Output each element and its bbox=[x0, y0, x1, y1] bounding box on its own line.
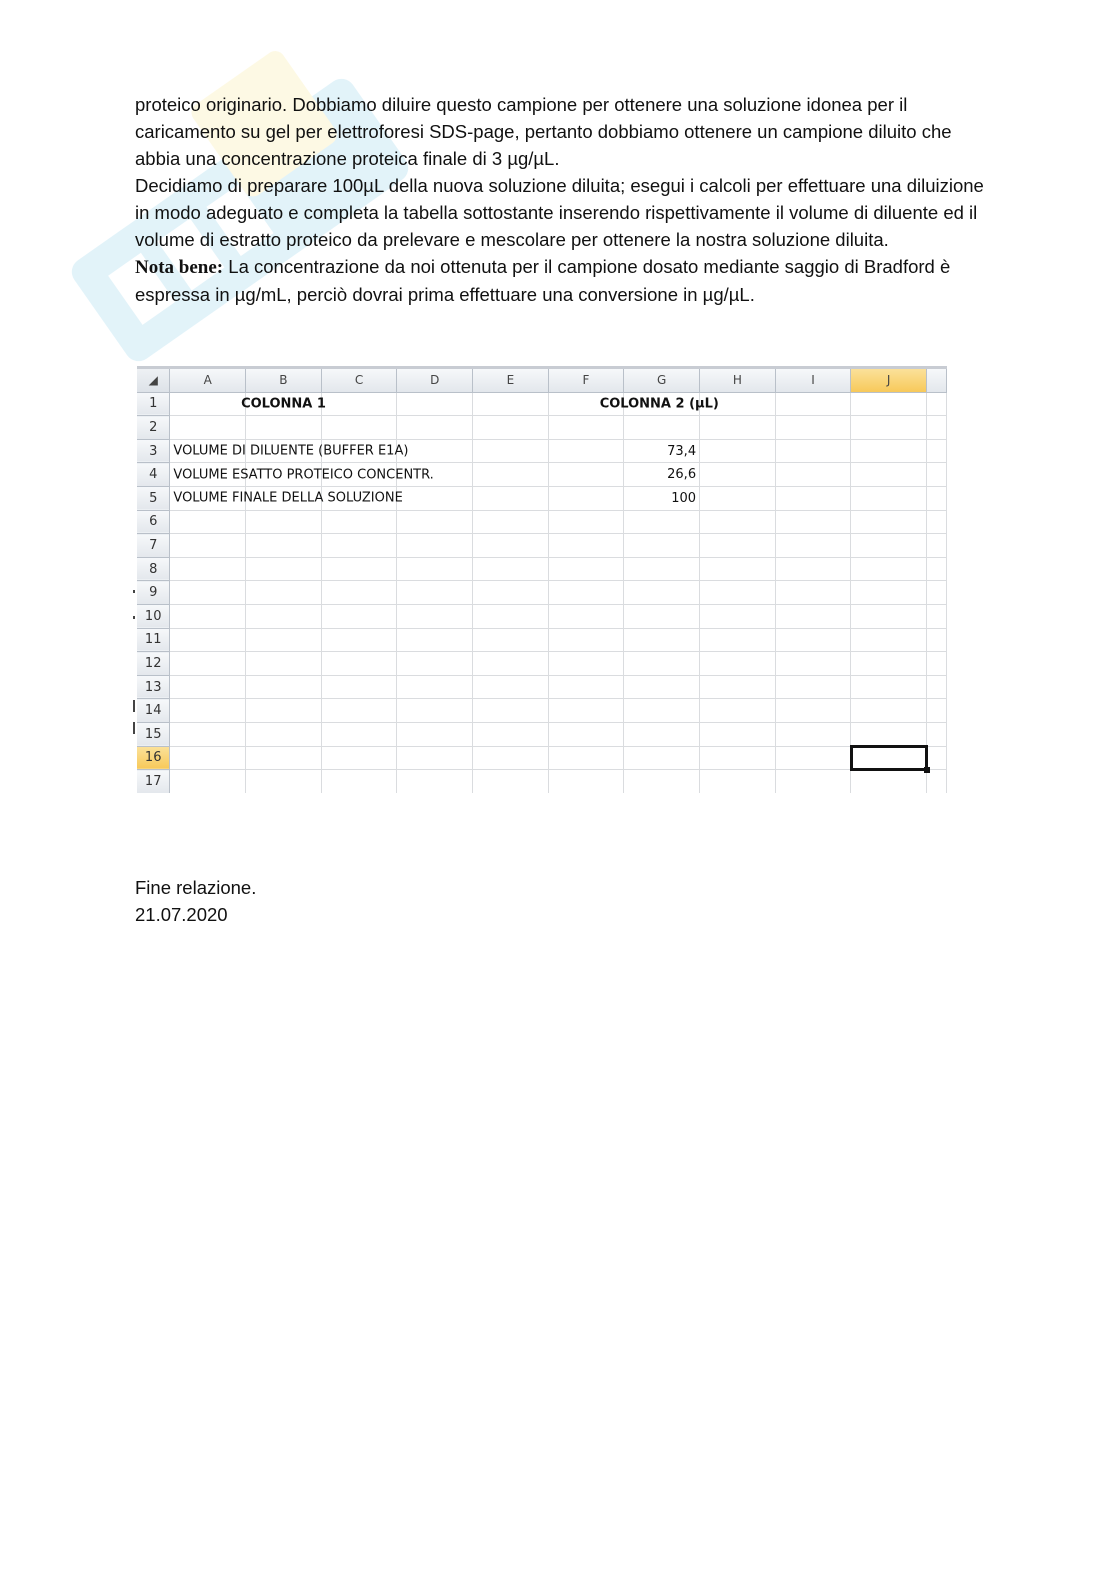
cell[interactable] bbox=[397, 652, 473, 676]
cell bbox=[927, 699, 947, 723]
cell[interactable] bbox=[246, 722, 322, 746]
table-row bbox=[137, 722, 947, 746]
cell[interactable] bbox=[624, 416, 700, 440]
cell bbox=[927, 628, 947, 652]
cell[interactable] bbox=[548, 557, 624, 581]
cell[interactable] bbox=[624, 652, 700, 676]
cell-g5[interactable] bbox=[624, 486, 700, 510]
row-header-9[interactable]: 9 bbox=[137, 581, 170, 605]
cell[interactable] bbox=[851, 652, 927, 676]
cell[interactable] bbox=[624, 746, 700, 770]
cell[interactable] bbox=[548, 463, 624, 487]
table-row bbox=[137, 510, 947, 534]
column-header-c[interactable]: C bbox=[321, 369, 397, 392]
cell[interactable] bbox=[170, 510, 246, 534]
cell[interactable] bbox=[473, 770, 549, 793]
cell[interactable] bbox=[246, 534, 322, 558]
closing-line: Fine relazione. bbox=[135, 877, 257, 898]
cell-a5[interactable] bbox=[170, 486, 403, 510]
table-row bbox=[137, 581, 947, 605]
row-header-14[interactable]: 14 bbox=[137, 699, 170, 723]
table-row bbox=[137, 628, 947, 652]
cell[interactable] bbox=[473, 628, 549, 652]
cell[interactable] bbox=[775, 675, 851, 699]
cell[interactable] bbox=[321, 770, 397, 793]
cell[interactable] bbox=[624, 675, 700, 699]
cell[interactable] bbox=[473, 510, 549, 534]
cell[interactable] bbox=[246, 770, 322, 793]
cell[interactable] bbox=[170, 604, 246, 628]
cell[interactable] bbox=[775, 392, 851, 416]
table-row bbox=[137, 392, 947, 416]
row-header-7[interactable]: 7 bbox=[137, 534, 170, 558]
colonna2-header: COLONNA 2 (µL) bbox=[599, 396, 719, 412]
cell[interactable] bbox=[851, 463, 927, 487]
cell[interactable] bbox=[397, 699, 473, 723]
cell[interactable] bbox=[548, 652, 624, 676]
date-line: 21.07.2020 bbox=[135, 904, 228, 925]
row-header-11[interactable]: 11 bbox=[137, 628, 170, 652]
cell[interactable] bbox=[170, 722, 246, 746]
edge-mark bbox=[133, 590, 135, 593]
table-row bbox=[137, 604, 947, 628]
table-row bbox=[137, 675, 947, 699]
row-header-5[interactable]: 5 bbox=[137, 486, 170, 510]
cell[interactable] bbox=[700, 510, 776, 534]
cell[interactable] bbox=[397, 604, 473, 628]
note-paragraph bbox=[135, 253, 995, 308]
cell-b1[interactable] bbox=[241, 392, 326, 416]
spreadsheet-grid bbox=[137, 369, 947, 793]
table-row bbox=[137, 652, 947, 676]
selected-cell-j16[interactable] bbox=[851, 746, 927, 770]
body-text bbox=[135, 91, 995, 308]
cell[interactable] bbox=[700, 463, 776, 487]
cell[interactable] bbox=[397, 746, 473, 770]
row-header-2[interactable]: 2 bbox=[137, 416, 170, 440]
spreadsheet-screenshot bbox=[137, 366, 947, 793]
cell[interactable] bbox=[624, 581, 700, 605]
cell[interactable] bbox=[170, 675, 246, 699]
cell[interactable] bbox=[397, 392, 473, 416]
table-row bbox=[137, 770, 947, 793]
cell[interactable] bbox=[170, 746, 246, 770]
cell[interactable] bbox=[775, 416, 851, 440]
cell[interactable] bbox=[851, 604, 927, 628]
cell[interactable] bbox=[397, 486, 473, 510]
cell[interactable] bbox=[775, 557, 851, 581]
column-header-i[interactable]: I bbox=[775, 369, 851, 392]
cell[interactable] bbox=[321, 534, 397, 558]
cell[interactable] bbox=[700, 699, 776, 723]
cell bbox=[927, 557, 947, 581]
table-row bbox=[137, 746, 947, 770]
edge-mark bbox=[133, 722, 135, 734]
cell[interactable] bbox=[775, 604, 851, 628]
cell[interactable] bbox=[700, 416, 776, 440]
cell[interactable] bbox=[170, 652, 246, 676]
cell[interactable] bbox=[624, 770, 700, 793]
column-header-b[interactable]: B bbox=[246, 369, 322, 392]
cell[interactable] bbox=[624, 722, 700, 746]
cell[interactable] bbox=[548, 722, 624, 746]
cell[interactable] bbox=[473, 699, 549, 723]
row-value: 26,6 bbox=[667, 467, 697, 483]
cell[interactable] bbox=[775, 699, 851, 723]
cell[interactable] bbox=[246, 746, 322, 770]
row-header-4[interactable]: 4 bbox=[137, 463, 170, 487]
cell[interactable] bbox=[851, 581, 927, 605]
cell[interactable] bbox=[170, 770, 246, 793]
cell[interactable] bbox=[321, 604, 397, 628]
cell[interactable] bbox=[246, 699, 322, 723]
cell[interactable] bbox=[397, 557, 473, 581]
row-header-15[interactable]: 15 bbox=[137, 722, 170, 746]
cell[interactable] bbox=[775, 746, 851, 770]
cell[interactable] bbox=[700, 604, 776, 628]
column-header-row bbox=[137, 369, 947, 392]
cell[interactable] bbox=[473, 392, 549, 416]
cell-g4[interactable] bbox=[624, 463, 700, 487]
cell bbox=[927, 534, 947, 558]
cell[interactable] bbox=[548, 604, 624, 628]
cell[interactable] bbox=[775, 722, 851, 746]
cell[interactable] bbox=[851, 675, 927, 699]
cell[interactable] bbox=[473, 604, 549, 628]
cell[interactable] bbox=[851, 416, 927, 440]
cell[interactable] bbox=[170, 534, 246, 558]
cell[interactable] bbox=[851, 439, 927, 463]
table-row bbox=[137, 699, 947, 723]
cell[interactable] bbox=[397, 581, 473, 605]
cell[interactable] bbox=[170, 392, 246, 416]
cell[interactable] bbox=[321, 746, 397, 770]
cell[interactable] bbox=[473, 534, 549, 558]
cell bbox=[927, 439, 947, 463]
cell[interactable] bbox=[775, 463, 851, 487]
row-value: 73,4 bbox=[667, 443, 697, 459]
cell[interactable] bbox=[548, 439, 624, 463]
cell[interactable] bbox=[700, 439, 776, 463]
column-header-g[interactable]: G bbox=[624, 369, 700, 392]
row-label: VOLUME DI DILUENTE (BUFFER E1A) bbox=[173, 443, 409, 459]
cell[interactable] bbox=[321, 675, 397, 699]
cell[interactable] bbox=[246, 557, 322, 581]
cell[interactable] bbox=[170, 557, 246, 581]
cell[interactable] bbox=[473, 746, 549, 770]
cell[interactable] bbox=[700, 534, 776, 558]
cell[interactable] bbox=[321, 392, 397, 416]
cell bbox=[927, 416, 947, 440]
intro-paragraph: proteico originario. Dobbiamo diluire questo campione per ottenere una soluzione idonea per il caricamento su gel per elettroforesi SDS-page, pertanto dobbiamo ottenere un campione diluito che abbia una concentrazione proteica finale di 3 µg/µL. bbox=[135, 94, 952, 169]
cell[interactable] bbox=[321, 722, 397, 746]
cell[interactable] bbox=[700, 652, 776, 676]
cell[interactable] bbox=[246, 416, 322, 440]
cell[interactable] bbox=[246, 675, 322, 699]
cell[interactable] bbox=[397, 534, 473, 558]
table-row bbox=[137, 416, 947, 440]
row-header-10[interactable]: 10 bbox=[137, 604, 170, 628]
cell[interactable] bbox=[473, 439, 549, 463]
cell bbox=[927, 604, 947, 628]
cell[interactable] bbox=[397, 675, 473, 699]
cell[interactable] bbox=[397, 770, 473, 793]
cell[interactable] bbox=[700, 581, 776, 605]
cell[interactable] bbox=[624, 557, 700, 581]
column-header-a[interactable]: A bbox=[170, 369, 246, 392]
row-header-1[interactable]: 1 bbox=[137, 392, 170, 416]
table-row bbox=[137, 439, 947, 463]
cell[interactable] bbox=[624, 604, 700, 628]
row-header-13[interactable]: 13 bbox=[137, 675, 170, 699]
row-header-3[interactable]: 3 bbox=[137, 439, 170, 463]
table-row bbox=[137, 557, 947, 581]
column-header-h[interactable]: H bbox=[700, 369, 776, 392]
cell bbox=[927, 746, 947, 770]
cell[interactable] bbox=[851, 392, 927, 416]
row-value: 100 bbox=[671, 490, 697, 506]
cell-f1[interactable] bbox=[548, 392, 719, 416]
cell[interactable] bbox=[700, 557, 776, 581]
cell bbox=[927, 486, 947, 510]
cell[interactable] bbox=[548, 770, 624, 793]
row-header-17[interactable]: 17 bbox=[137, 770, 170, 793]
cell[interactable] bbox=[851, 486, 927, 510]
cell[interactable] bbox=[851, 557, 927, 581]
cell[interactable] bbox=[321, 581, 397, 605]
table-row bbox=[137, 486, 947, 510]
cell[interactable] bbox=[321, 699, 397, 723]
cell[interactable] bbox=[246, 510, 322, 534]
column-header-j[interactable]: J bbox=[851, 369, 927, 392]
edge-mark bbox=[133, 700, 135, 712]
cell bbox=[927, 652, 947, 676]
cell bbox=[927, 675, 947, 699]
column-header-d[interactable]: D bbox=[397, 369, 473, 392]
note-text: La concentrazione da noi ottenuta per il campione dosato mediante saggio di Bradford è espressa in µg/mL, perciò dovrai prima effettuare una conversione in µg/µL. bbox=[135, 256, 951, 305]
row-header-12[interactable]: 12 bbox=[137, 652, 170, 676]
cell[interactable] bbox=[170, 699, 246, 723]
cell[interactable] bbox=[548, 628, 624, 652]
cell[interactable] bbox=[170, 416, 246, 440]
cell[interactable] bbox=[321, 557, 397, 581]
cell[interactable] bbox=[548, 699, 624, 723]
cell[interactable] bbox=[397, 722, 473, 746]
cell-a3[interactable] bbox=[170, 439, 409, 463]
cell[interactable] bbox=[473, 652, 549, 676]
cell[interactable] bbox=[851, 699, 927, 723]
cell[interactable] bbox=[170, 628, 246, 652]
cell[interactable] bbox=[700, 675, 776, 699]
cell[interactable] bbox=[397, 510, 473, 534]
cell-a4[interactable] bbox=[170, 463, 434, 487]
cell[interactable] bbox=[548, 510, 624, 534]
cell[interactable] bbox=[548, 581, 624, 605]
cell[interactable] bbox=[473, 675, 549, 699]
cell[interactable] bbox=[321, 510, 397, 534]
cell[interactable] bbox=[851, 534, 927, 558]
cell[interactable] bbox=[775, 439, 851, 463]
instruction-paragraph: Decidiamo di preparare 100µL della nuova soluzione diluita; esegui i calcoli per effettuare una diluizione in modo adeguato e completa la tabella sottostante inserendo rispettivamente il volume di diluente ed il volume di estratto proteico da prelevare e mescolare per ottenere la nostra soluzione diluita. bbox=[135, 175, 984, 250]
cell[interactable] bbox=[775, 652, 851, 676]
cell[interactable] bbox=[246, 628, 322, 652]
cell[interactable] bbox=[700, 722, 776, 746]
cell bbox=[927, 770, 947, 793]
table-row bbox=[137, 534, 947, 558]
cell[interactable] bbox=[775, 534, 851, 558]
cell[interactable] bbox=[473, 722, 549, 746]
cell[interactable] bbox=[321, 416, 397, 440]
row-header-16[interactable]: 16 bbox=[137, 746, 170, 770]
cell[interactable] bbox=[624, 534, 700, 558]
cell[interactable] bbox=[775, 628, 851, 652]
cell[interactable] bbox=[548, 534, 624, 558]
column-header-e[interactable]: E bbox=[473, 369, 549, 392]
column-header-f[interactable]: F bbox=[548, 369, 624, 392]
note-label: Nota bene: bbox=[135, 257, 224, 278]
cell-g3[interactable] bbox=[624, 439, 700, 463]
cell[interactable] bbox=[700, 628, 776, 652]
cell[interactable] bbox=[246, 604, 322, 628]
cell[interactable] bbox=[473, 486, 549, 510]
colonna1-header: COLONNA 1 bbox=[241, 396, 326, 412]
cell bbox=[927, 722, 947, 746]
row-header-6[interactable]: 6 bbox=[137, 510, 170, 534]
cell bbox=[927, 392, 947, 416]
cell[interactable] bbox=[624, 699, 700, 723]
cell[interactable] bbox=[775, 486, 851, 510]
cell[interactable] bbox=[548, 746, 624, 770]
cell[interactable] bbox=[170, 581, 246, 605]
cell[interactable] bbox=[473, 581, 549, 605]
select-all-corner[interactable]: ◢ bbox=[137, 369, 170, 392]
cell[interactable] bbox=[775, 770, 851, 793]
cell bbox=[927, 581, 947, 605]
cell[interactable] bbox=[851, 722, 927, 746]
edge-mark bbox=[133, 616, 135, 619]
cell[interactable] bbox=[548, 675, 624, 699]
cell bbox=[927, 463, 947, 487]
table-row bbox=[137, 463, 947, 487]
cell[interactable] bbox=[624, 628, 700, 652]
cell[interactable] bbox=[700, 746, 776, 770]
cell[interactable] bbox=[775, 510, 851, 534]
cell[interactable] bbox=[473, 416, 549, 440]
cell[interactable] bbox=[851, 510, 927, 534]
row-header-8[interactable]: 8 bbox=[137, 557, 170, 581]
footer bbox=[135, 874, 256, 928]
cell[interactable] bbox=[246, 581, 322, 605]
cell[interactable] bbox=[851, 770, 927, 793]
cell[interactable] bbox=[624, 510, 700, 534]
cell[interactable] bbox=[473, 463, 549, 487]
cell[interactable] bbox=[397, 416, 473, 440]
cell[interactable] bbox=[548, 486, 624, 510]
cell[interactable] bbox=[473, 557, 549, 581]
row-label: VOLUME ESATTO PROTEICO CONCENTR. bbox=[173, 467, 434, 483]
cell[interactable] bbox=[700, 770, 776, 793]
cell[interactable] bbox=[397, 628, 473, 652]
column-header-extra bbox=[927, 369, 947, 392]
cell[interactable] bbox=[851, 628, 927, 652]
cell[interactable] bbox=[700, 486, 776, 510]
cell bbox=[927, 510, 947, 534]
cell[interactable] bbox=[321, 652, 397, 676]
row-label: VOLUME FINALE DELLA SOLUZIONE bbox=[173, 490, 403, 506]
cell[interactable] bbox=[321, 628, 397, 652]
cell[interactable] bbox=[548, 416, 624, 440]
cell[interactable] bbox=[775, 581, 851, 605]
cell[interactable] bbox=[246, 652, 322, 676]
